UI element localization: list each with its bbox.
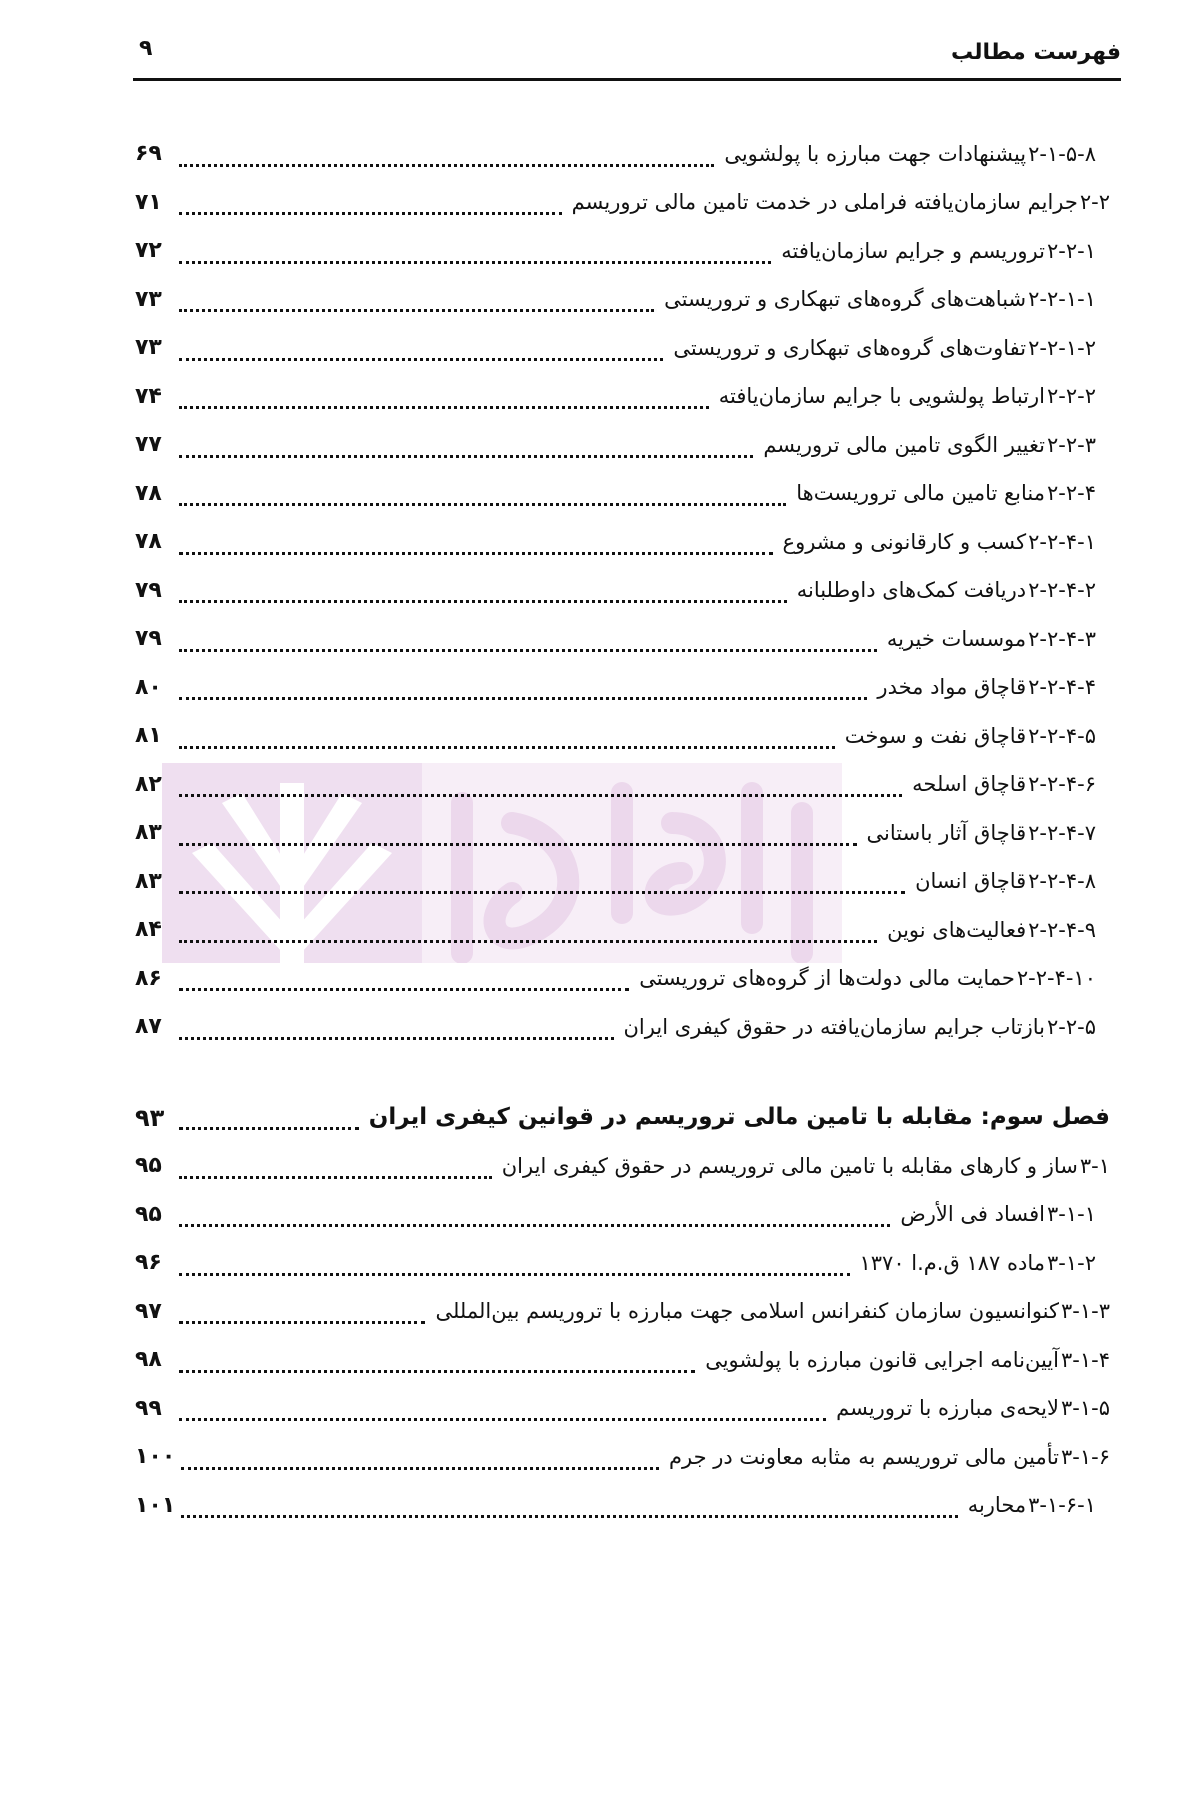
toc-entry[interactable] — [135, 1336, 1110, 1385]
dot-leader — [179, 697, 867, 700]
section-number: ۲-۲-۴-۹ — [1028, 917, 1096, 942]
page-ref: ۹۶ — [135, 1250, 162, 1276]
section-number: ۲-۲-۴-۲ — [1028, 578, 1096, 603]
page-ref: ۷۹ — [135, 577, 162, 603]
page-ref: ۹۵ — [135, 1201, 162, 1227]
page-ref: ۸۷ — [135, 1014, 162, 1040]
section-title: کنوانسیون سازمان کنفرانس اسلامی جهت مبارزه با تروریسم بین‌المللی — [435, 1299, 1059, 1324]
toc-entry[interactable] — [135, 373, 1110, 422]
dot-leader — [179, 843, 857, 846]
section-title: تأمین مالی تروریسم به مثابه معاونت در جرم — [669, 1444, 1059, 1469]
dot-leader — [179, 212, 562, 215]
toc-entry[interactable] — [135, 712, 1110, 761]
section-title: موسسات خیریه — [886, 626, 1027, 651]
section-title: دریافت کمک‌های داوطلبانه — [796, 578, 1027, 603]
section-number: ۲-۲-۴-۱۰ — [1016, 966, 1096, 991]
dot-leader — [179, 1273, 850, 1276]
section-number: ۳-۱-۶ — [1061, 1444, 1110, 1469]
section-title: محاربه — [967, 1493, 1027, 1518]
page-number: ۹ — [139, 36, 153, 61]
table-of-contents — [135, 130, 1110, 1530]
section-title: قاچاق اسلحه — [912, 772, 1027, 797]
dot-leader — [181, 1515, 957, 1518]
dot-leader — [179, 552, 773, 555]
page-ref: ۹۳ — [135, 1103, 165, 1132]
section-number: ۲-۲-۴-۳ — [1028, 626, 1096, 651]
page-ref: ۷۱ — [135, 189, 162, 215]
section-title: کسب و کارقانونی و مشروع — [782, 529, 1027, 554]
page-ref: ۹۹ — [135, 1395, 162, 1421]
section-title: ساز و کارهای مقابله با تامین مالی تروریسم در حقوق کیفری ایران — [501, 1153, 1078, 1178]
section-number: ۲-۱-۵-۸ — [1028, 141, 1096, 166]
page-ref: ۷۳ — [135, 286, 162, 312]
dot-leader — [179, 1418, 826, 1421]
page-ref: ۷۸ — [135, 529, 162, 555]
section-title: حمایت مالی دولت‌ها از گروه‌های تروریستی — [639, 966, 1015, 991]
toc-entry[interactable] — [135, 1142, 1110, 1191]
dot-leader — [179, 891, 905, 894]
dot-leader — [179, 649, 877, 652]
toc-entry[interactable] — [135, 809, 1110, 858]
page-ref: ۸۰ — [135, 674, 162, 700]
section-number: ۳-۱-۱ — [1047, 1202, 1096, 1227]
section-title: قاچاق انسان — [915, 869, 1027, 894]
section-number: ۲-۲-۴-۷ — [1028, 820, 1096, 845]
page-ref: ۷۹ — [135, 626, 162, 652]
section-title: قاچاق نفت و سوخت — [844, 723, 1027, 748]
dot-leader — [179, 406, 709, 409]
toc-entry[interactable] — [135, 179, 1110, 228]
page-ref: ۹۷ — [135, 1298, 162, 1324]
section-number: ۲-۲-۵ — [1047, 1014, 1096, 1039]
toc-entry[interactable] — [135, 130, 1110, 179]
section-number: ۲-۲-۴-۵ — [1028, 723, 1096, 748]
dot-leader — [179, 1224, 890, 1227]
toc-entry[interactable] — [135, 1433, 1110, 1482]
section-title: قاچاق مواد مخدر — [877, 675, 1027, 700]
page-ref: ۷۸ — [135, 480, 162, 506]
section-number: ۲-۲-۴-۴ — [1028, 675, 1096, 700]
dot-leader — [179, 164, 714, 167]
dot-leader — [181, 1467, 659, 1470]
section-title: تفاوت‌های گروه‌های تبهکاری و تروریستی — [673, 335, 1027, 360]
toc-entry[interactable] — [135, 1003, 1110, 1052]
dot-leader — [179, 1321, 425, 1324]
section-number: ۲-۲-۴-۶ — [1028, 772, 1096, 797]
section-number: ۲-۲-۲ — [1047, 384, 1096, 409]
section-number: ۲-۲-۱-۲ — [1028, 335, 1096, 360]
page-ref: ۹۸ — [135, 1347, 162, 1373]
toc-entry[interactable] — [135, 1288, 1110, 1337]
section-number: ۲-۲-۴-۱ — [1028, 529, 1096, 554]
section-number: ۳-۱-۵ — [1061, 1396, 1110, 1421]
toc-entry[interactable] — [135, 906, 1110, 955]
section-number: ۳-۱-۶-۱ — [1028, 1493, 1096, 1518]
toc-entry[interactable] — [135, 227, 1110, 276]
section-title: تغییر الگوی تامین مالی تروریسم — [763, 432, 1045, 457]
section-title: آیین‌نامه اجرایی قانون مبارزه با پولشویی — [705, 1347, 1059, 1372]
section-number: ۳-۱ — [1079, 1153, 1110, 1178]
page-ref: ۱۰۰ — [135, 1444, 176, 1470]
page-ref: ۸۳ — [135, 868, 162, 894]
dot-leader — [179, 600, 787, 603]
section-number: ۳-۱-۲ — [1047, 1250, 1096, 1275]
page-ref: ۷۷ — [135, 432, 162, 458]
page-ref: ۹۵ — [135, 1153, 162, 1179]
page-ref: ۶۹ — [135, 141, 162, 167]
toc-entry[interactable] — [135, 1191, 1110, 1240]
dot-leader — [179, 503, 786, 506]
toc-entry[interactable] — [135, 567, 1110, 616]
toc-entry[interactable] — [135, 421, 1110, 470]
section-title: ماده ۱۸۷ ق.م.ا ۱۳۷۰ — [859, 1250, 1045, 1275]
dot-leader — [179, 261, 771, 264]
section-title: ارتباط پولشویی با جرایم سازمان‌یافته — [718, 384, 1045, 409]
section-number: ۲-۲-۴ — [1047, 481, 1096, 506]
dot-leader — [179, 746, 835, 749]
section-number: ۲-۲-۳ — [1047, 432, 1096, 457]
section-title: بازتاب جرایم سازمان‌یافته در حقوق کیفری ایران — [623, 1014, 1045, 1039]
dot-leader — [179, 940, 877, 943]
dot-leader — [179, 1370, 695, 1373]
section-title: افساد فی الأرض — [900, 1202, 1045, 1227]
section-number: ۳-۱-۳ — [1061, 1299, 1110, 1324]
section-title: منابع تامین مالی تروریست‌ها — [796, 481, 1045, 506]
section-title: جرایم سازمان‌یافته فراملی در خدمت تامین مالی تروریسم — [571, 190, 1078, 215]
toc-entry[interactable] — [135, 664, 1110, 713]
page-header — [133, 28, 1121, 80]
toc-entry[interactable] — [135, 615, 1110, 664]
page-ref: ۸۶ — [135, 965, 162, 991]
toc-entry[interactable] — [135, 1482, 1110, 1531]
page-ref: ۸۱ — [135, 723, 162, 749]
toc-entry[interactable] — [135, 276, 1110, 325]
toc-entry[interactable] — [135, 324, 1110, 373]
toc-entry[interactable] — [135, 858, 1110, 907]
section-title: فعالیت‌های نوین — [887, 917, 1027, 942]
dot-leader — [179, 1127, 359, 1130]
section-title: شباهت‌های گروه‌های تبهکاری و تروریستی — [664, 287, 1027, 312]
page-ref: ۸۳ — [135, 820, 162, 846]
toc-entry[interactable] — [135, 761, 1110, 810]
chapter-title: فصل سوم: مقابله با تامین مالی تروریسم در قوانین کیفری ایران — [368, 1104, 1110, 1131]
page-ref: ۸۲ — [135, 771, 162, 797]
page-ref: ۷۲ — [135, 238, 162, 264]
section-title: لایحه‌ی مبارزه با تروریسم — [836, 1396, 1059, 1421]
dot-leader — [179, 794, 902, 797]
page-ref: ۸۴ — [135, 917, 162, 943]
page-ref: ۷۳ — [135, 335, 162, 361]
dot-leader — [179, 309, 654, 312]
section-number: ۲-۲-۴-۸ — [1028, 869, 1096, 894]
dot-leader — [179, 455, 753, 458]
section-number: ۲-۲-۱ — [1047, 238, 1096, 263]
page-ref: ۱۰۱ — [135, 1492, 176, 1518]
dot-leader — [179, 1037, 614, 1040]
dot-leader — [179, 358, 663, 361]
section-title: پیشنهادات جهت مبارزه با پولشویی — [724, 141, 1027, 166]
section-number: ۳-۱-۴ — [1061, 1347, 1110, 1372]
section-title: قاچاق آثار باستانی — [866, 820, 1027, 845]
running-title: فهرست مطالب — [950, 40, 1121, 65]
toc-entry[interactable] — [135, 955, 1110, 1004]
section-number: ۲-۲-۱-۱ — [1028, 287, 1096, 312]
header-divider — [133, 78, 1121, 81]
toc-entry[interactable] — [135, 1385, 1110, 1434]
section-title: تروریسم و جرایم سازمان‌یافته — [781, 238, 1045, 263]
page-ref: ۷۴ — [135, 383, 162, 409]
dot-leader — [179, 1176, 492, 1179]
section-number: ۲-۲ — [1079, 190, 1110, 215]
dot-leader — [179, 988, 629, 991]
toc-entry[interactable] — [135, 1239, 1110, 1288]
toc-chapter-heading[interactable] — [135, 1094, 1110, 1143]
toc-entry[interactable] — [135, 470, 1110, 519]
toc-entry[interactable] — [135, 518, 1110, 567]
